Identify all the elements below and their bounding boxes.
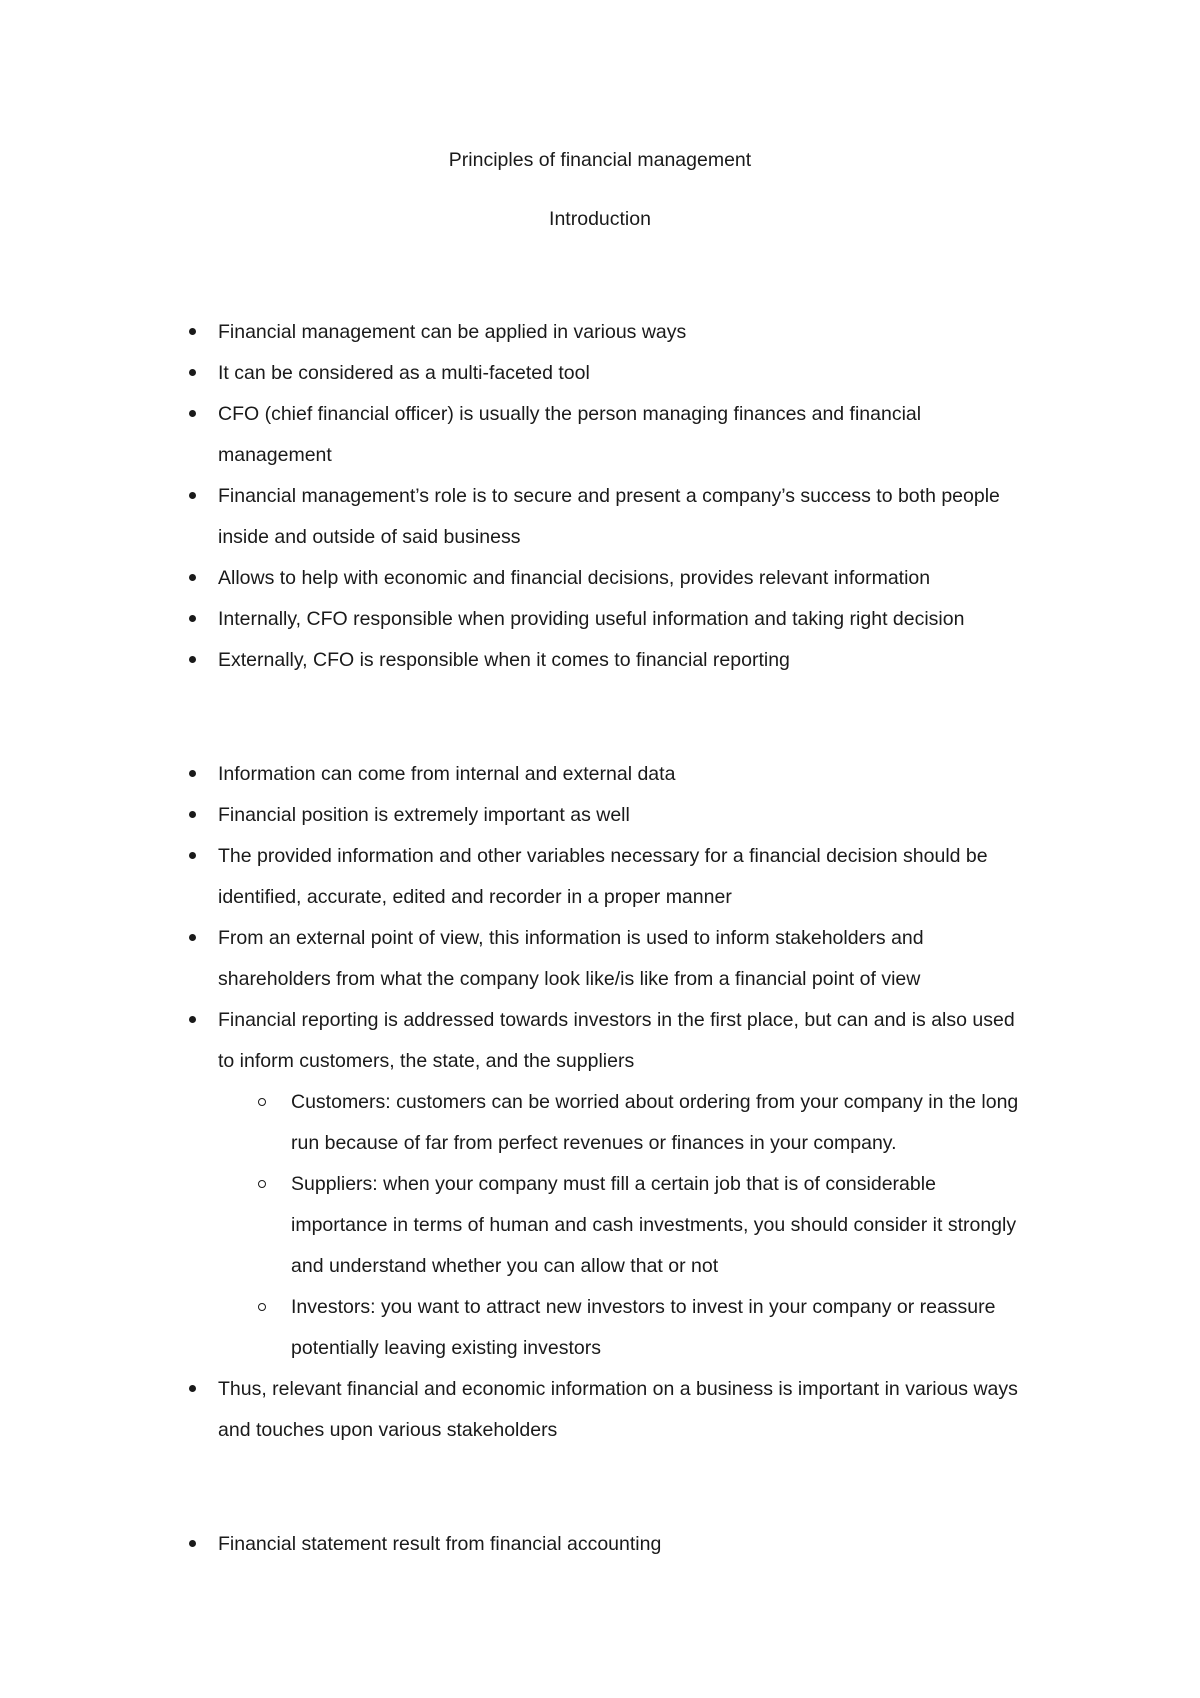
bullet-icon <box>189 369 196 376</box>
list-item-text: It can be considered as a multi-faceted tool <box>218 362 590 384</box>
bullet-icon <box>189 1540 196 1547</box>
sub-list-item-text: Customers: customers can be worried about ordering from your company in the long <box>291 1091 1019 1113</box>
list-item-text: to inform customers, the state, and the suppliers <box>218 1050 635 1072</box>
bullet-icon <box>189 328 196 335</box>
bullet-icon <box>189 574 196 581</box>
sub-list-item-text: run because of far from perfect revenues or finances in your company. <box>291 1132 897 1154</box>
list-item-text: CFO (chief financial officer) is usually the person managing finances and financial <box>218 403 922 425</box>
list-item-text: Financial position is extremely important as well <box>218 804 630 826</box>
sub-list-item-text: Investors: you want to attract new investors to invest in your company or reassure <box>291 1296 996 1318</box>
bullet-icon <box>189 656 196 663</box>
bullet-icon <box>189 492 196 499</box>
circle-bullet-icon <box>258 1180 266 1188</box>
list-item-text: management <box>218 444 332 466</box>
bullet-icon <box>189 934 196 941</box>
bullet-icon <box>189 770 196 777</box>
sub-list-item-text: and understand whether you can allow that or not <box>291 1255 719 1277</box>
list-item-text: Externally, CFO is responsible when it comes to financial reporting <box>218 649 790 671</box>
list-item-text: Thus, relevant financial and economic information on a business is important in various ways <box>218 1378 1018 1400</box>
circle-bullet-icon <box>258 1303 266 1311</box>
list-item-text: Internally, CFO responsible when providing useful information and taking right decision <box>218 608 965 630</box>
list-item-text: inside and outside of said business <box>218 526 521 548</box>
bullet-icon <box>189 410 196 417</box>
bullet-icon <box>189 852 196 859</box>
list-item-text: Information can come from internal and external data <box>218 763 676 785</box>
list-item-text: and touches upon various stakeholders <box>218 1419 558 1441</box>
list-item-text: Financial reporting is addressed towards investors in the first place, but can and is also used <box>218 1009 1015 1031</box>
list-item-text: Financial management can be applied in various ways <box>218 321 687 343</box>
list-item-text: From an external point of view, this information is used to inform stakeholders and <box>218 927 924 949</box>
list-item-text: Financial statement result from financial accounting <box>218 1533 662 1555</box>
document-title: Principles of financial management <box>448 149 752 171</box>
bullet-icon <box>189 615 196 622</box>
sub-list-item-text: Suppliers: when your company must fill a certain job that is of considerable <box>291 1173 936 1195</box>
list-item-text: Allows to help with economic and financial decisions, provides relevant information <box>218 567 931 589</box>
document-subtitle: Introduction <box>549 208 651 230</box>
sub-list-item-text: potentially leaving existing investors <box>291 1337 602 1359</box>
circle-bullet-icon <box>258 1098 266 1106</box>
bullet-icon <box>189 1385 196 1392</box>
sub-list-item-text: importance in terms of human and cash investments, you should consider it strongly <box>291 1214 1017 1236</box>
bullet-icon <box>189 1016 196 1023</box>
list-item-text: Financial management’s role is to secure and present a company’s success to both people <box>218 485 1000 507</box>
bullet-icon <box>189 811 196 818</box>
list-item-text: identified, accurate, edited and recorder in a proper manner <box>218 886 732 908</box>
list-item-text: shareholders from what the company look like/is like from a financial point of view <box>218 968 921 990</box>
list-item-text: The provided information and other variables necessary for a financial decision should be <box>218 845 988 867</box>
